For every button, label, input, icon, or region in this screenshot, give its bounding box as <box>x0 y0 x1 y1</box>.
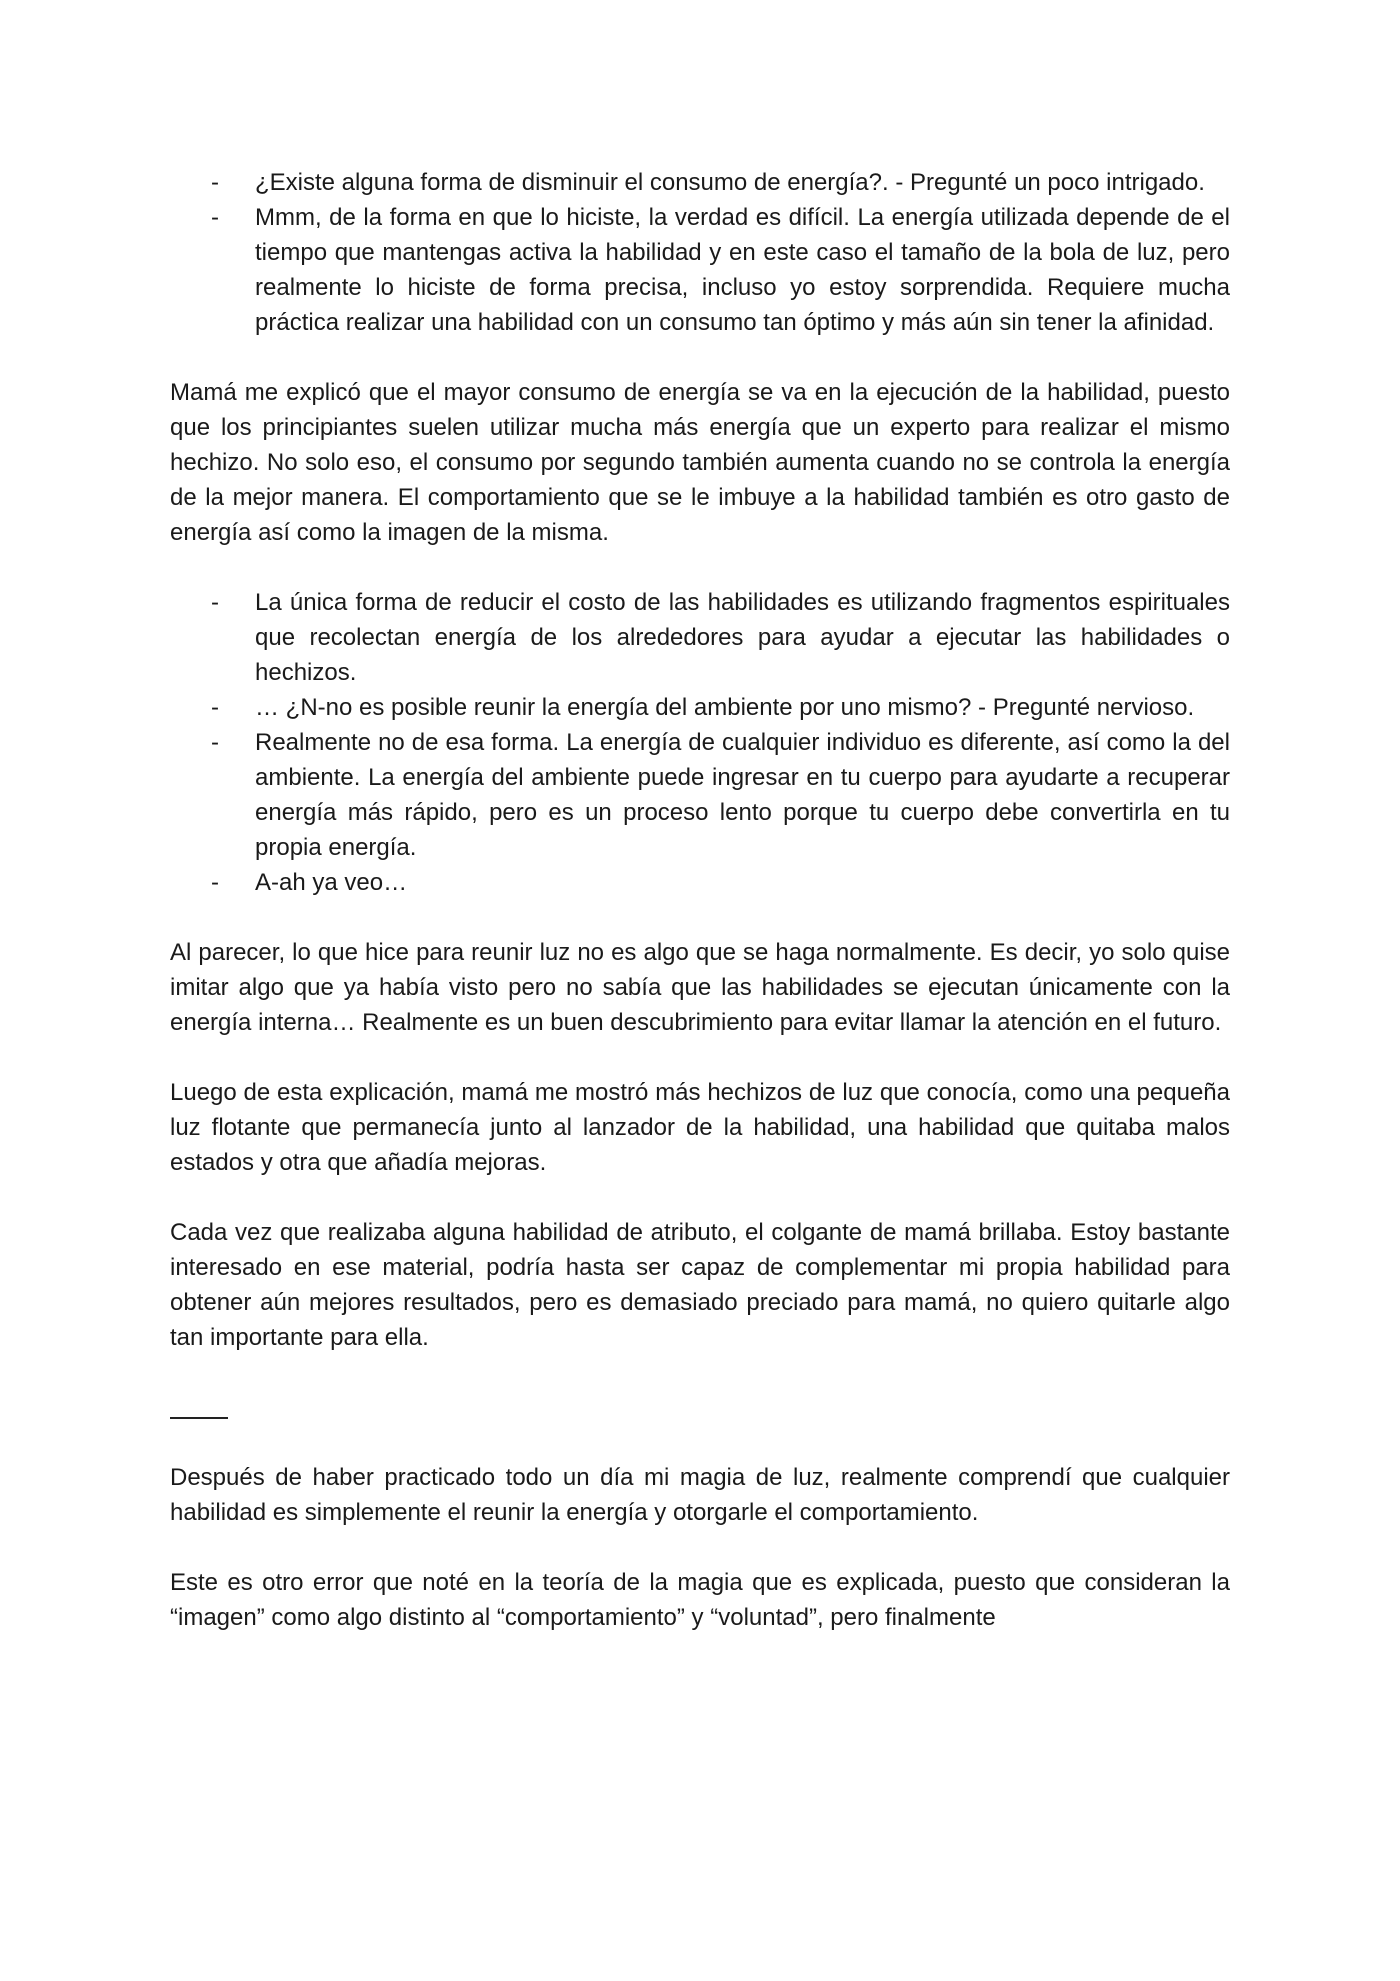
spacer <box>170 1530 1230 1565</box>
dash-marker: - <box>211 694 219 721</box>
dialog-list-2 <box>170 585 1230 900</box>
spacer <box>170 1425 1230 1460</box>
dialog-line <box>170 725 1230 865</box>
dialog-text: Mmm, de la forma en que lo hiciste, la verdad es difícil. La energía utilizada depende de el tiempo que mantengas activa la habilidad y en este caso el tamaño de la bola de luz, pero realmente lo hiciste de forma precisa, incluso yo estoy sorprendida. Requiere mucha práctica realizar una habilidad con un consumo tan óptimo y más aún sin tener la afinidad. <box>255 204 1230 336</box>
spacer <box>170 550 1230 585</box>
dash-marker: - <box>211 204 219 231</box>
spacer <box>170 1355 1230 1390</box>
paragraph: Después de haber practicado todo un día mi magia de luz, realmente comprendí que cualquier habilidad es simplemente el reunir la energía y otorgarle el comportamiento. <box>170 1464 1230 1526</box>
dash-marker: - <box>211 869 219 896</box>
divider-line <box>170 1417 228 1419</box>
paragraph: Este es otro error que noté en la teoría de la magia que es explicada, puesto que consideran la “imagen” como algo distinto al “comportamiento” y “voluntad”, pero finalmente <box>170 1569 1230 1631</box>
dialog-text: ¿Existe alguna forma de disminuir el consumo de energía?. - Pregunté un poco intrigado. <box>255 169 1205 196</box>
dash-marker: - <box>211 169 219 196</box>
paragraph: Luego de esta explicación, mamá me mostró más hechizos de luz que conocía, como una pequeña luz flotante que permanecía junto al lanzador de la habilidad, una habilidad que quitaba malos estados y otra que añadía mejoras. <box>170 1079 1230 1176</box>
section-divider <box>170 1390 1230 1425</box>
dialog-line <box>170 200 1230 340</box>
dash-marker: - <box>211 729 219 756</box>
paragraph: Mamá me explicó que el mayor consumo de energía se va en la ejecución de la habilidad, puesto que los principiantes suelen utilizar mucha más energía que un experto para realizar el mismo hechizo. No solo eso, el consumo por segundo también aumenta cuando no se controla la energía de la mejor manera. El comportamiento que se le imbuye a la habilidad también es otro gasto de energía así como la imagen de la misma. <box>170 379 1230 546</box>
paragraph: Cada vez que realizaba alguna habilidad de atributo, el colgante de mamá brillaba. Estoy bastante interesado en ese material, podría hasta ser capaz de complementar mi propia habilidad para obtener aún mejores resultados, pero es demasiado preciado para mamá, no quiero quitarle algo tan importante para ella. <box>170 1219 1230 1351</box>
dialog-line <box>170 865 1230 900</box>
document-page <box>170 165 1230 1635</box>
spacer <box>170 900 1230 935</box>
dialog-text: Realmente no de esa forma. La energía de cualquier individuo es diferente, así como la del ambiente. La energía del ambiente puede ingresar en tu cuerpo para ayudarte a recuperar energía más rápido, pero es un proceso lento porque tu cuerpo debe convertirla en tu propia energía. <box>255 729 1230 861</box>
dialog-text: La única forma de reducir el costo de las habilidades es utilizando fragmentos espirituales que recolectan energía de los alrededores para ayudar a ejecutar las habilidades o hechizos. <box>255 589 1230 686</box>
paragraph: Al parecer, lo que hice para reunir luz no es algo que se haga normalmente. Es decir, yo solo quise imitar algo que ya había visto pero no sabía que las habilidades se ejecutan únicamente con la energía interna… Realmente es un buen descubrimiento para evitar llamar la atención en el futuro. <box>170 939 1230 1036</box>
spacer <box>170 1040 1230 1075</box>
dialog-line <box>170 690 1230 725</box>
dialog-line <box>170 165 1230 200</box>
dialog-text: A-ah ya veo… <box>255 869 408 896</box>
spacer <box>170 340 1230 375</box>
dialog-line <box>170 585 1230 690</box>
dialog-text: … ¿N-no es posible reunir la energía del ambiente por uno mismo? - Pregunté nervioso. <box>255 694 1195 721</box>
dialog-list-1 <box>170 165 1230 340</box>
dash-marker: - <box>211 589 219 616</box>
spacer <box>170 1180 1230 1215</box>
